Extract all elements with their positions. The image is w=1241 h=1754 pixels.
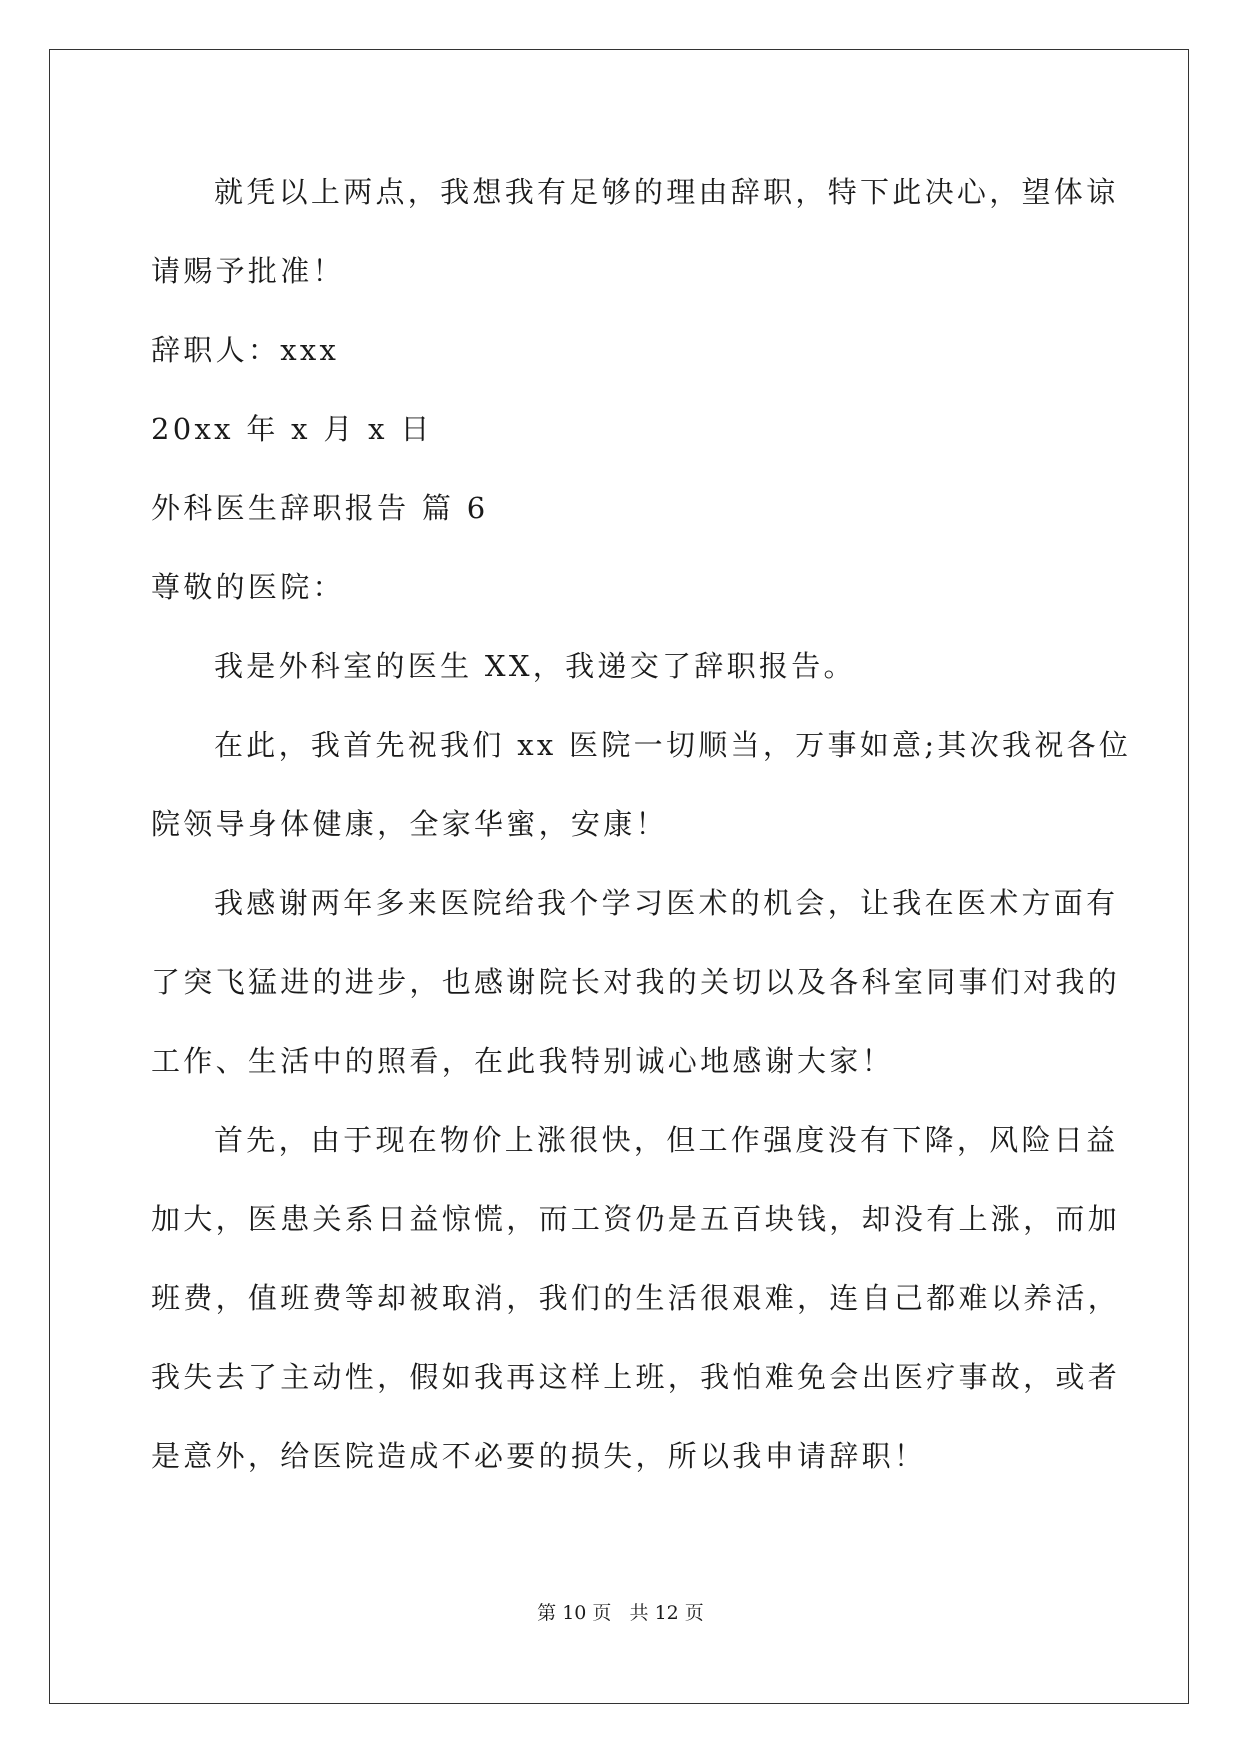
paragraph-line: 加大，医患关系日益惊慌，而工资仍是五百块钱，却没有上涨，而加 — [151, 1202, 1121, 1236]
paragraph-line: 班费，值班费等却被取消，我们的生活很艰难，连自己都难以养活， — [151, 1281, 1121, 1315]
paragraph-line: 了突飞猛进的进步，也感谢院长对我的关切以及各科室同事们对我的 — [151, 965, 1121, 999]
signature-line: 辞职人：xxx — [151, 333, 340, 367]
date-line: 20xx 年 x 月 x 日 — [151, 412, 433, 446]
paragraph-line: 就凭以上两点，我想我有足够的理由辞职，特下此决心，望体谅 — [214, 175, 1119, 209]
paragraph-line: 请赐予批准！ — [151, 254, 345, 288]
paragraph-line: 工作、生活中的照看，在此我特别诚心地感谢大家！ — [151, 1044, 894, 1078]
paragraph-line: 在此，我首先祝我们 xx 医院一切顺当，万事如意;其次我祝各位 — [214, 728, 1132, 762]
paragraph-line: 我是外科室的医生 XX，我递交了辞职报告。 — [214, 649, 856, 683]
paragraph-line: 院领导身体健康，全家华蜜，安康！ — [151, 807, 668, 841]
paragraph-line: 我失去了主动性，假如我再这样上班，我怕难免会出医疗事故，或者 — [151, 1360, 1121, 1394]
section-heading: 外科医生辞职报告 篇 6 — [151, 491, 489, 525]
paragraph-line: 是意外，给医院造成不必要的损失，所以我申请辞职！ — [151, 1439, 927, 1473]
paragraph-line: 我感谢两年多来医院给我个学习医术的机会，让我在医术方面有 — [214, 886, 1119, 920]
page-number-footer: 第 10 页 共 12 页 — [537, 1602, 704, 1624]
paragraph-line: 首先，由于现在物价上涨很快，但工作强度没有下降，风险日益 — [214, 1123, 1119, 1157]
salutation: 尊敬的医院： — [151, 570, 345, 604]
